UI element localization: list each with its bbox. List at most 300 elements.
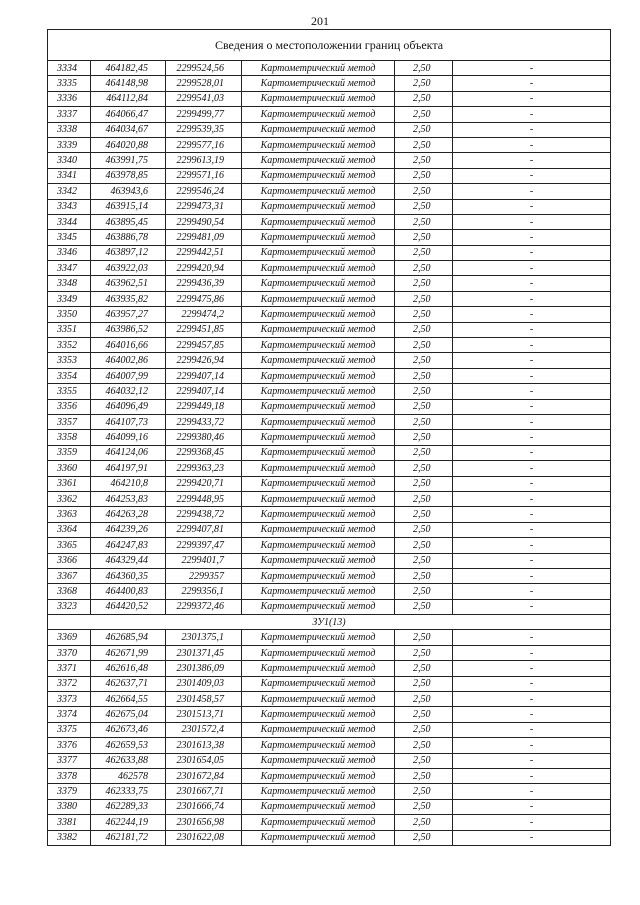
- point-number-cell: 3343: [48, 199, 91, 214]
- table-row: [48, 153, 611, 168]
- table-row: [48, 384, 611, 399]
- accuracy-cell: 2,50: [395, 214, 453, 229]
- x-coordinate-cell: 464032,12: [91, 384, 166, 399]
- y-coordinate-cell: 2301667,71: [166, 784, 242, 799]
- table-row: [48, 676, 611, 691]
- accuracy-cell: 2,50: [395, 245, 453, 260]
- method-cell: Картометрический метод: [242, 445, 395, 460]
- method-cell: Картометрический метод: [242, 584, 395, 599]
- y-coordinate-cell: 2299571,16: [166, 168, 242, 183]
- description-cell: -: [453, 768, 611, 783]
- point-number-cell: 3340: [48, 153, 91, 168]
- method-cell: Картометрический метод: [242, 153, 395, 168]
- point-number-cell: 3338: [48, 122, 91, 137]
- description-cell: -: [453, 738, 611, 753]
- point-number-cell: 3367: [48, 568, 91, 583]
- point-number-cell: 3361: [48, 476, 91, 491]
- method-cell: Картометрический метод: [242, 261, 395, 276]
- y-coordinate-cell: 2301375,1: [166, 630, 242, 645]
- description-cell: -: [453, 522, 611, 537]
- point-number-cell: 3344: [48, 214, 91, 229]
- point-number-cell: 3348: [48, 276, 91, 291]
- method-cell: Картометрический метод: [242, 168, 395, 183]
- point-number-cell: 3334: [48, 61, 91, 76]
- table-row: [48, 507, 611, 522]
- x-coordinate-cell: 462181,72: [91, 830, 166, 845]
- accuracy-cell: 2,50: [395, 399, 453, 414]
- x-coordinate-cell: 463886,78: [91, 230, 166, 245]
- description-cell: -: [453, 722, 611, 737]
- method-cell: Картометрический метод: [242, 307, 395, 322]
- method-cell: Картометрический метод: [242, 91, 395, 106]
- y-coordinate-cell: 2301572,4: [166, 722, 242, 737]
- x-coordinate-cell: 464124,06: [91, 445, 166, 460]
- description-cell: -: [453, 107, 611, 122]
- y-coordinate-cell: 2301371,45: [166, 645, 242, 660]
- accuracy-cell: 2,50: [395, 338, 453, 353]
- x-coordinate-cell: 462578: [91, 768, 166, 783]
- y-coordinate-cell: 2299481,09: [166, 230, 242, 245]
- accuracy-cell: 2,50: [395, 568, 453, 583]
- y-coordinate-cell: 2299407,14: [166, 368, 242, 383]
- table-row: [48, 245, 611, 260]
- description-cell: -: [453, 676, 611, 691]
- accuracy-cell: 2,50: [395, 692, 453, 707]
- method-cell: Картометрический метод: [242, 476, 395, 491]
- section-label: ЗУ1(13): [48, 615, 611, 630]
- accuracy-cell: 2,50: [395, 76, 453, 91]
- table-row: [48, 430, 611, 445]
- description-cell: -: [453, 830, 611, 845]
- accuracy-cell: 2,50: [395, 830, 453, 845]
- accuracy-cell: 2,50: [395, 768, 453, 783]
- method-cell: Картометрический метод: [242, 214, 395, 229]
- point-number-cell: 3370: [48, 645, 91, 660]
- description-cell: -: [453, 692, 611, 707]
- table-row: [48, 168, 611, 183]
- accuracy-cell: 2,50: [395, 799, 453, 814]
- description-cell: -: [453, 753, 611, 768]
- point-number-cell: 3362: [48, 491, 91, 506]
- point-number-cell: 3380: [48, 799, 91, 814]
- x-coordinate-cell: 464182,45: [91, 61, 166, 76]
- description-cell: -: [453, 91, 611, 106]
- method-cell: Картометрический метод: [242, 491, 395, 506]
- point-number-cell: 3339: [48, 137, 91, 152]
- x-coordinate-cell: 464016,66: [91, 338, 166, 353]
- description-cell: -: [453, 122, 611, 137]
- point-number-cell: 3355: [48, 384, 91, 399]
- description-cell: -: [453, 384, 611, 399]
- y-coordinate-cell: 2299474,2: [166, 307, 242, 322]
- description-cell: -: [453, 307, 611, 322]
- accuracy-cell: 2,50: [395, 168, 453, 183]
- accuracy-cell: 2,50: [395, 414, 453, 429]
- point-number-cell: 3349: [48, 291, 91, 306]
- description-cell: -: [453, 476, 611, 491]
- accuracy-cell: 2,50: [395, 522, 453, 537]
- accuracy-cell: 2,50: [395, 122, 453, 137]
- method-cell: Картометрический метод: [242, 630, 395, 645]
- y-coordinate-cell: 2299449,18: [166, 399, 242, 414]
- description-cell: -: [453, 338, 611, 353]
- y-coordinate-cell: 2299407,81: [166, 522, 242, 537]
- table-row: [48, 553, 611, 568]
- y-coordinate-cell: 2299420,94: [166, 261, 242, 276]
- accuracy-cell: 2,50: [395, 815, 453, 830]
- y-coordinate-cell: 2301513,71: [166, 707, 242, 722]
- method-cell: Картометрический метод: [242, 661, 395, 676]
- accuracy-cell: 2,50: [395, 784, 453, 799]
- table-row: [48, 399, 611, 414]
- accuracy-cell: 2,50: [395, 368, 453, 383]
- table-row: [48, 230, 611, 245]
- x-coordinate-cell: 462633,88: [91, 753, 166, 768]
- point-number-cell: 3345: [48, 230, 91, 245]
- point-number-cell: 3342: [48, 184, 91, 199]
- method-cell: Картометрический метод: [242, 676, 395, 691]
- x-coordinate-cell: 463986,52: [91, 322, 166, 337]
- point-number-cell: 3360: [48, 461, 91, 476]
- accuracy-cell: 2,50: [395, 630, 453, 645]
- method-cell: Картометрический метод: [242, 753, 395, 768]
- table-row: [48, 307, 611, 322]
- x-coordinate-cell: 463943,6: [91, 184, 166, 199]
- accuracy-cell: 2,50: [395, 261, 453, 276]
- y-coordinate-cell: 2299380,46: [166, 430, 242, 445]
- point-number-cell: 3381: [48, 815, 91, 830]
- table-row: [48, 338, 611, 353]
- x-coordinate-cell: 463978,85: [91, 168, 166, 183]
- y-coordinate-cell: 2299475,86: [166, 291, 242, 306]
- accuracy-cell: 2,50: [395, 753, 453, 768]
- accuracy-cell: 2,50: [395, 184, 453, 199]
- y-coordinate-cell: 2299546,24: [166, 184, 242, 199]
- table-row: [48, 584, 611, 599]
- point-number-cell: 3337: [48, 107, 91, 122]
- description-cell: -: [453, 799, 611, 814]
- x-coordinate-cell: 463897,12: [91, 245, 166, 260]
- y-coordinate-cell: 2299433,72: [166, 414, 242, 429]
- accuracy-cell: 2,50: [395, 738, 453, 753]
- x-coordinate-cell: 463935,82: [91, 291, 166, 306]
- accuracy-cell: 2,50: [395, 322, 453, 337]
- table-row: [48, 630, 611, 645]
- y-coordinate-cell: 2301409,03: [166, 676, 242, 691]
- table-row: [48, 184, 611, 199]
- table-row: [48, 122, 611, 137]
- x-coordinate-cell: 462659,53: [91, 738, 166, 753]
- y-coordinate-cell: 2301666,74: [166, 799, 242, 814]
- accuracy-cell: 2,50: [395, 722, 453, 737]
- method-cell: Картометрический метод: [242, 322, 395, 337]
- description-cell: -: [453, 230, 611, 245]
- table-row: [48, 491, 611, 506]
- accuracy-cell: 2,50: [395, 538, 453, 553]
- x-coordinate-cell: 464007,99: [91, 368, 166, 383]
- table-row: [48, 599, 611, 614]
- x-coordinate-cell: 464107,73: [91, 414, 166, 429]
- x-coordinate-cell: 464020,88: [91, 137, 166, 152]
- point-number-cell: 3375: [48, 722, 91, 737]
- y-coordinate-cell: 2299356,1: [166, 584, 242, 599]
- y-coordinate-cell: 2299426,94: [166, 353, 242, 368]
- accuracy-cell: 2,50: [395, 491, 453, 506]
- accuracy-cell: 2,50: [395, 661, 453, 676]
- table-row: [48, 76, 611, 91]
- table-row: [48, 661, 611, 676]
- point-number-cell: 3359: [48, 445, 91, 460]
- x-coordinate-cell: 464420,52: [91, 599, 166, 614]
- point-number-cell: 3366: [48, 553, 91, 568]
- table-row: [48, 461, 611, 476]
- accuracy-cell: 2,50: [395, 507, 453, 522]
- y-coordinate-cell: 2299490,54: [166, 214, 242, 229]
- x-coordinate-cell: 464099,16: [91, 430, 166, 445]
- description-cell: -: [453, 568, 611, 583]
- method-cell: Картометрический метод: [242, 707, 395, 722]
- method-cell: Картометрический метод: [242, 245, 395, 260]
- method-cell: Картометрический метод: [242, 645, 395, 660]
- description-cell: -: [453, 784, 611, 799]
- table-row: [48, 61, 611, 76]
- point-number-cell: 3379: [48, 784, 91, 799]
- point-number-cell: 3376: [48, 738, 91, 753]
- point-number-cell: 3369: [48, 630, 91, 645]
- method-cell: Картометрический метод: [242, 291, 395, 306]
- x-coordinate-cell: 462244,19: [91, 815, 166, 830]
- method-cell: Картометрический метод: [242, 799, 395, 814]
- description-cell: -: [453, 399, 611, 414]
- x-coordinate-cell: 464148,98: [91, 76, 166, 91]
- point-number-cell: 3363: [48, 507, 91, 522]
- method-cell: Картометрический метод: [242, 507, 395, 522]
- description-cell: -: [453, 76, 611, 91]
- x-coordinate-cell: 463915,14: [91, 199, 166, 214]
- table-row: [48, 137, 611, 152]
- table-row: [48, 707, 611, 722]
- x-coordinate-cell: 463957,27: [91, 307, 166, 322]
- description-cell: -: [453, 445, 611, 460]
- accuracy-cell: 2,50: [395, 107, 453, 122]
- description-cell: -: [453, 707, 611, 722]
- y-coordinate-cell: 2299473,31: [166, 199, 242, 214]
- x-coordinate-cell: 463991,75: [91, 153, 166, 168]
- x-coordinate-cell: 464210,8: [91, 476, 166, 491]
- x-coordinate-cell: 464400,83: [91, 584, 166, 599]
- accuracy-cell: 2,50: [395, 599, 453, 614]
- table-row: [48, 522, 611, 537]
- point-number-cell: 3382: [48, 830, 91, 845]
- y-coordinate-cell: 2299528,01: [166, 76, 242, 91]
- x-coordinate-cell: 464247,83: [91, 538, 166, 553]
- table-row: [48, 815, 611, 830]
- description-cell: -: [453, 507, 611, 522]
- table-row: [48, 445, 611, 460]
- accuracy-cell: 2,50: [395, 153, 453, 168]
- accuracy-cell: 2,50: [395, 276, 453, 291]
- description-cell: -: [453, 430, 611, 445]
- table-row: [48, 368, 611, 383]
- description-cell: -: [453, 168, 611, 183]
- point-number-cell: 3358: [48, 430, 91, 445]
- y-coordinate-cell: 2299372,46: [166, 599, 242, 614]
- method-cell: Картометрический метод: [242, 430, 395, 445]
- point-number-cell: 3374: [48, 707, 91, 722]
- description-cell: -: [453, 538, 611, 553]
- method-cell: Картометрический метод: [242, 722, 395, 737]
- point-number-cell: 3378: [48, 768, 91, 783]
- accuracy-cell: 2,50: [395, 384, 453, 399]
- point-number-cell: 3373: [48, 692, 91, 707]
- x-coordinate-cell: 463922,03: [91, 261, 166, 276]
- x-coordinate-cell: 462333,75: [91, 784, 166, 799]
- x-coordinate-cell: 464002,86: [91, 353, 166, 368]
- point-number-cell: 3372: [48, 676, 91, 691]
- description-cell: -: [453, 322, 611, 337]
- x-coordinate-cell: 464329,44: [91, 553, 166, 568]
- x-coordinate-cell: 464263,28: [91, 507, 166, 522]
- y-coordinate-cell: 2299541,03: [166, 91, 242, 106]
- y-coordinate-cell: 2299442,51: [166, 245, 242, 260]
- x-coordinate-cell: 463895,45: [91, 214, 166, 229]
- table-row: [48, 738, 611, 753]
- accuracy-cell: 2,50: [395, 230, 453, 245]
- x-coordinate-cell: 464066,47: [91, 107, 166, 122]
- y-coordinate-cell: 2299407,14: [166, 384, 242, 399]
- accuracy-cell: 2,50: [395, 199, 453, 214]
- accuracy-cell: 2,50: [395, 291, 453, 306]
- description-cell: -: [453, 368, 611, 383]
- description-cell: -: [453, 599, 611, 614]
- accuracy-cell: 2,50: [395, 91, 453, 106]
- point-number-cell: 3353: [48, 353, 91, 368]
- table-row: [48, 768, 611, 783]
- description-cell: -: [453, 214, 611, 229]
- method-cell: Картометрический метод: [242, 414, 395, 429]
- y-coordinate-cell: 2299577,16: [166, 137, 242, 152]
- description-cell: -: [453, 584, 611, 599]
- method-cell: Картометрический метод: [242, 399, 395, 414]
- y-coordinate-cell: 2301622,08: [166, 830, 242, 845]
- method-cell: Картометрический метод: [242, 538, 395, 553]
- table-row: [48, 645, 611, 660]
- y-coordinate-cell: 2301613,38: [166, 738, 242, 753]
- y-coordinate-cell: 2299363,23: [166, 461, 242, 476]
- point-number-cell: 3346: [48, 245, 91, 260]
- accuracy-cell: 2,50: [395, 61, 453, 76]
- table-row: [48, 799, 611, 814]
- y-coordinate-cell: 2301458,57: [166, 692, 242, 707]
- y-coordinate-cell: 2299451,85: [166, 322, 242, 337]
- description-cell: -: [453, 199, 611, 214]
- table-row: [48, 753, 611, 768]
- method-cell: Картометрический метод: [242, 107, 395, 122]
- table-row: [48, 722, 611, 737]
- x-coordinate-cell: 464096,49: [91, 399, 166, 414]
- point-number-cell: 3336: [48, 91, 91, 106]
- x-coordinate-cell: 462664,55: [91, 692, 166, 707]
- x-coordinate-cell: 464239,26: [91, 522, 166, 537]
- y-coordinate-cell: 2299397,47: [166, 538, 242, 553]
- description-cell: -: [453, 661, 611, 676]
- table-header-row: [48, 30, 611, 61]
- method-cell: Картометрический метод: [242, 692, 395, 707]
- description-cell: -: [453, 153, 611, 168]
- method-cell: Картометрический метод: [242, 522, 395, 537]
- method-cell: Картометрический метод: [242, 830, 395, 845]
- point-number-cell: 3352: [48, 338, 91, 353]
- method-cell: Картометрический метод: [242, 199, 395, 214]
- table-row: [48, 568, 611, 583]
- method-cell: Картометрический метод: [242, 384, 395, 399]
- description-cell: -: [453, 815, 611, 830]
- method-cell: Картометрический метод: [242, 568, 395, 583]
- method-cell: Картометрический метод: [242, 184, 395, 199]
- method-cell: Картометрический метод: [242, 338, 395, 353]
- boundary-coordinates-table: [47, 29, 611, 846]
- y-coordinate-cell: 2299357: [166, 568, 242, 583]
- description-cell: -: [453, 353, 611, 368]
- point-number-cell: 3335: [48, 76, 91, 91]
- method-cell: Картометрический метод: [242, 553, 395, 568]
- description-cell: -: [453, 414, 611, 429]
- table-row: [48, 322, 611, 337]
- x-coordinate-cell: 464253,83: [91, 491, 166, 506]
- method-cell: Картометрический метод: [242, 137, 395, 152]
- table-row: [48, 199, 611, 214]
- description-cell: -: [453, 645, 611, 660]
- point-number-cell: 3371: [48, 661, 91, 676]
- method-cell: Картометрический метод: [242, 768, 395, 783]
- method-cell: Картометрический метод: [242, 784, 395, 799]
- point-number-cell: 3357: [48, 414, 91, 429]
- x-coordinate-cell: 462289,33: [91, 799, 166, 814]
- y-coordinate-cell: 2301672,84: [166, 768, 242, 783]
- x-coordinate-cell: 464034,67: [91, 122, 166, 137]
- description-cell: -: [453, 461, 611, 476]
- table-row: [48, 784, 611, 799]
- description-cell: -: [453, 245, 611, 260]
- y-coordinate-cell: 2299499,77: [166, 107, 242, 122]
- description-cell: -: [453, 553, 611, 568]
- description-cell: -: [453, 261, 611, 276]
- method-cell: Картометрический метод: [242, 76, 395, 91]
- x-coordinate-cell: 464360,35: [91, 568, 166, 583]
- y-coordinate-cell: 2299420,71: [166, 476, 242, 491]
- accuracy-cell: 2,50: [395, 430, 453, 445]
- table-row: [48, 91, 611, 106]
- description-cell: -: [453, 137, 611, 152]
- point-number-cell: 3351: [48, 322, 91, 337]
- method-cell: Картометрический метод: [242, 738, 395, 753]
- accuracy-cell: 2,50: [395, 584, 453, 599]
- x-coordinate-cell: 462675,04: [91, 707, 166, 722]
- page-number: 201: [311, 14, 329, 28]
- accuracy-cell: 2,50: [395, 307, 453, 322]
- method-cell: Картометрический метод: [242, 368, 395, 383]
- accuracy-cell: 2,50: [395, 645, 453, 660]
- table-row: [48, 214, 611, 229]
- y-coordinate-cell: 2299436,39: [166, 276, 242, 291]
- y-coordinate-cell: 2299368,45: [166, 445, 242, 460]
- table-row: [48, 261, 611, 276]
- y-coordinate-cell: 2299448,95: [166, 491, 242, 506]
- description-cell: -: [453, 61, 611, 76]
- y-coordinate-cell: 2301656,98: [166, 815, 242, 830]
- table-row: [48, 353, 611, 368]
- description-cell: -: [453, 184, 611, 199]
